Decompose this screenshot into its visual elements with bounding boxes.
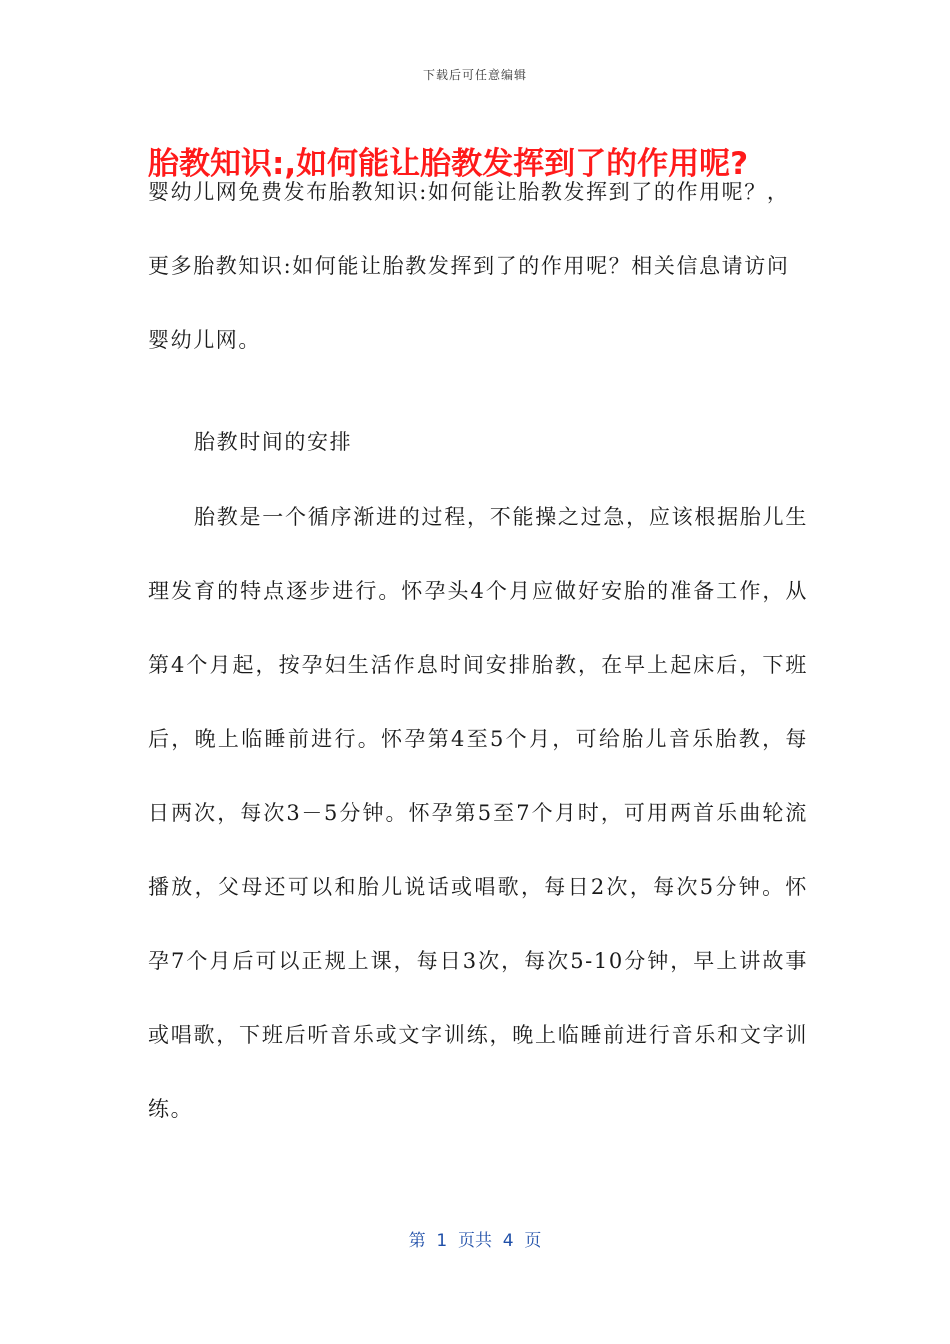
- main-paragraph: 胎教是一个循序渐进的过程，不能操之过急，应该根据胎儿生理发育的特点逐步进行。怀孕头4个月应做好安胎的准备工作，从第4个月起，按孕妇生活作息时间安排胎教，在早上起床后，下班后，晚上临睡前进行。怀孕第4至5个月，可给胎儿音乐胎教，每日两次，每次3－5分钟。怀孕第5至7个月时，可用两首乐曲轮流播放，父母还可以和胎儿说话或唱歌，每日2次，每次5分钟。怀孕7个月后可以正规上课，每日3次，每次5-10分钟，早上讲故事或唱歌，下班后听音乐或文字训练，晚上临睡前进行音乐和文字训练。: [148, 505, 808, 1121]
- page-number-footer: 第 1 页共 4 页: [408, 1231, 542, 1251]
- section-heading: 胎教时间的安排: [194, 430, 353, 454]
- intro-paragraph: 婴幼儿网免费发布胎教知识:如何能让胎教发挥到了的作用呢？，更多胎教知识:如何能让胎教发挥到了的作用呢？相关信息请访问婴幼儿网。: [148, 180, 790, 352]
- header-note: 下载后可任意编辑: [422, 68, 527, 82]
- page-title: 胎教知识:,如何能让胎教发挥到了的作用呢?: [148, 146, 749, 182]
